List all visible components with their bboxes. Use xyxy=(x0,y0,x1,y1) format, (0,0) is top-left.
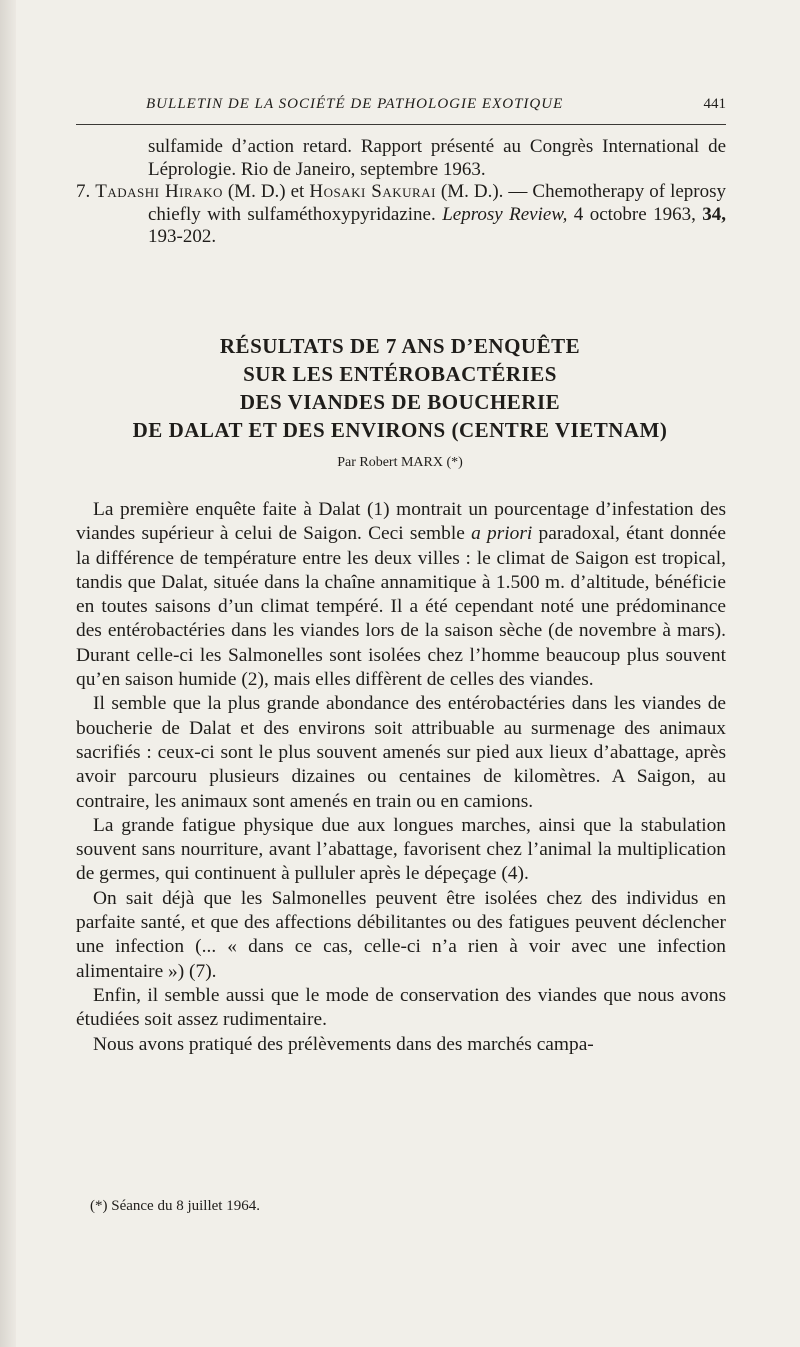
article-title xyxy=(60,332,740,444)
paragraph-2: Il semble que la plus grande abondance des entérobactéries dans les viandes de boucherie de Dalat et des environs soit attribuable au surmenage des animaux sacrifiés : ceux-ci sont le plus souvent amenés sur pied aux lieux d’abattage, après avoir parcouru plusieurs dizaines ou centaines de kilomètres. A Saigon, au contraire, les animaux sont amenés en train ou en camions. xyxy=(76,693,726,812)
paragraph-1-italic: a priori xyxy=(471,523,533,545)
paragraph-1-part-a: La première enquête faite à Dalat (1) montrait un pourcentage d’infestation des viandes supérieur à celui de Saigon. Ceci semble xyxy=(76,499,726,545)
title-line: DES VIANDES DE BOUCHERIE xyxy=(239,390,561,414)
reference-volume: 34, xyxy=(702,203,727,225)
reference-pages: 193-202. xyxy=(148,226,217,247)
reference-continuation: sulfamide d’action retard. Rapport présenté au Congrès International de Léprologie. Rio de Janeiro, septembre 1963. xyxy=(148,136,726,180)
paragraph-3: La grande fatigue physique due aux longues marches, ainsi que la stabulation souvent sans nourriture, avant l’abattage, favorisent chez l’animal la multiplication de germes, qui continuent à pulluler après le dépeçage (4). xyxy=(76,814,726,885)
reference-number: 7. xyxy=(76,181,91,202)
page-number: 441 xyxy=(703,96,726,112)
header-rule xyxy=(76,124,726,125)
paragraph-6: Nous avons pratiqué des prélèvements dans des marchés campa- xyxy=(93,1033,594,1055)
footnote: (*) Séance du 8 juillet 1964. xyxy=(90,1198,260,1214)
paragraph-1-part-b: paradoxal, étant donnée la différence de température entre les deux villes : le climat de Saigon est tropical, tandis que Dalat, située dans la chaîne annamitique à 1.500 m. d’altitude, bénéficie en toutes saisons d’un climat tempéré. Il a été cependant noté une prédominance des entérobactéries dans les viandes lors de la saison sèche (de novembre à mars). Durant celle-ci les Salmonelles sont isolées chez l’homme beaucoup plus souvent qu’en saison humide (2), mais elles diffèrent de celles des viandes. xyxy=(76,523,726,691)
paragraph-5: Enfin, il semble aussi que le mode de conservation des viandes que nous avons étudiées soit assez rudimentaire. xyxy=(76,984,726,1031)
journal-title: BULLETIN DE LA SOCIÉTÉ DE PATHOLOGIE EXOTIQUE xyxy=(146,96,564,112)
article-author: Par Robert MARX (*) xyxy=(337,455,463,470)
paragraph-1 xyxy=(76,498,726,692)
running-head xyxy=(146,96,726,113)
title-line: SUR LES ENTÉROBACTÉRIES xyxy=(243,362,557,386)
reference-journal: Leprosy Review, xyxy=(442,203,568,225)
reference-author-1: Tadashi Hirako xyxy=(95,181,223,202)
page-edge xyxy=(0,0,16,1347)
reference-date: 4 octobre 1963, xyxy=(573,203,696,225)
reference-conjunction: et xyxy=(290,181,305,202)
article-body xyxy=(76,498,726,1057)
reference-author-1-degree: (M. D.) xyxy=(227,181,286,202)
paragraph-4: On sait déjà que les Salmonelles peuvent être isolées chez des individus en parfaite santé, et que des affections débilitantes ou des fatigues peuvent déclencher une infection (... « dans ce cas, celle-ci n’a rien à voir avec une infection alimentaire ») (7). xyxy=(76,887,726,982)
reference-7 xyxy=(76,181,726,249)
reference-list xyxy=(76,136,726,249)
reference-title: — Chemotherapy of leprosy chiefly with sulfaméthoxypyridazine. xyxy=(148,181,727,225)
reference-author-2-degree: (M. D.). xyxy=(440,181,504,202)
title-line: RÉSULTATS DE 7 ANS D’ENQUÊTE xyxy=(219,334,581,358)
title-line: DE DALAT ET DES ENVIRONS (CENTRE VIETNAM) xyxy=(132,418,668,442)
reference-author-2: Hosaki Sakurai xyxy=(309,181,436,202)
